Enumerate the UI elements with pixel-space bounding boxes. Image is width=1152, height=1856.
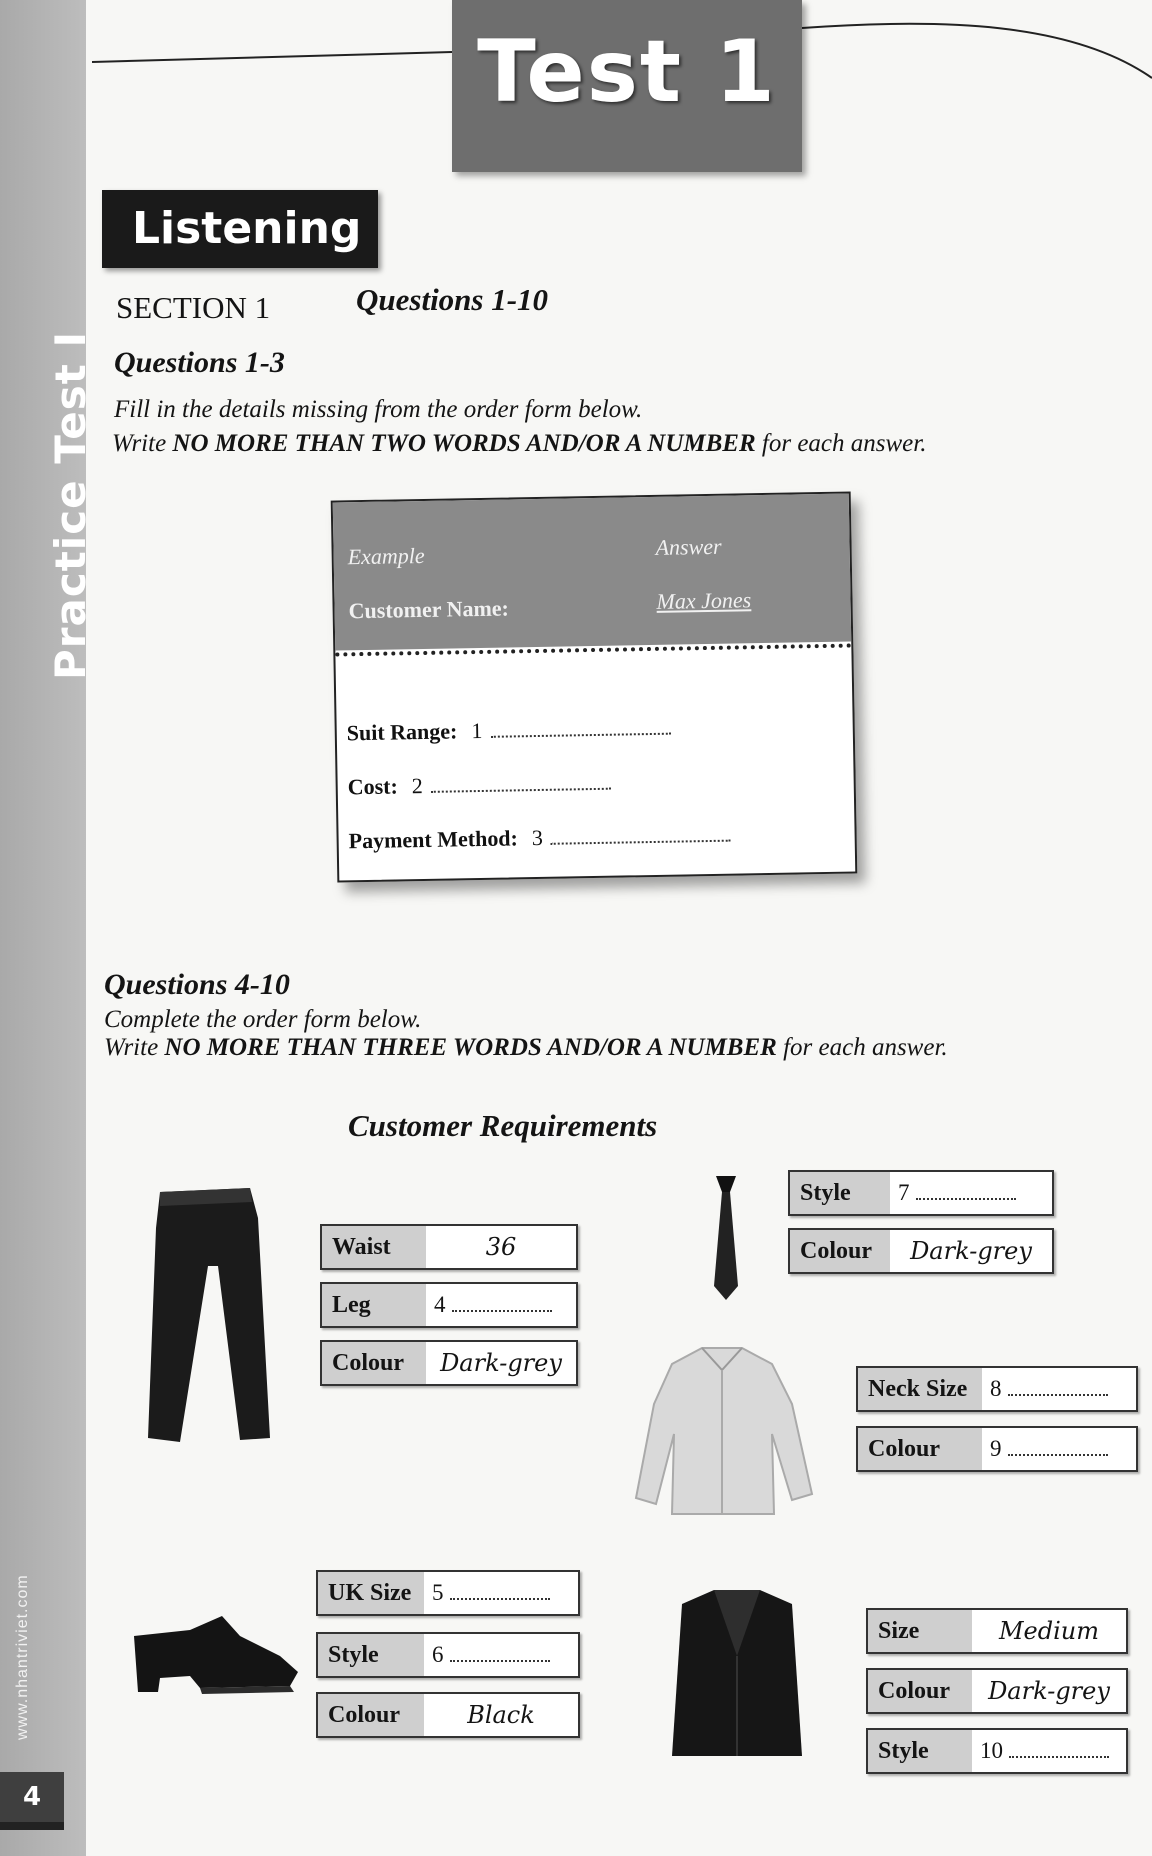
test-title: Test 1	[477, 22, 777, 122]
part1-instruction-1: Fill in the details missing from the order form below.	[114, 396, 643, 423]
practice-test-label: Practice Test I	[46, 330, 95, 680]
side-band	[0, 0, 86, 1856]
listening-banner: Listening	[102, 190, 378, 268]
jacket-size-field: Size Medium	[866, 1608, 1128, 1654]
question-10-blank[interactable]: 10	[972, 1730, 1126, 1772]
jacket-size-answer: Medium	[998, 1617, 1100, 1645]
part2-instruction-1: Complete the order form below.	[104, 1006, 422, 1033]
order-form-example-area	[333, 494, 852, 651]
customer-requirements-title: Customer Requirements	[348, 1108, 658, 1143]
neck-size-field: Neck Size 8	[856, 1366, 1138, 1412]
jacket-colour-field: Colour Dark-grey	[866, 1668, 1128, 1714]
suit-range-row: Suit Range: 1	[347, 715, 671, 747]
tie-style-field: Style 7	[788, 1170, 1054, 1216]
question-9-blank[interactable]: 9	[982, 1428, 1136, 1470]
question-4-blank[interactable]: 4	[426, 1284, 576, 1326]
test-title-box	[452, 0, 802, 172]
trousers-image	[146, 1188, 282, 1444]
section-label: SECTION 1	[116, 290, 271, 325]
waist-field: Waist 36	[320, 1224, 578, 1270]
tie-colour-field: Colour Dark-grey	[788, 1228, 1054, 1274]
tie-image	[708, 1174, 744, 1300]
question-6-blank[interactable]: 6	[424, 1634, 578, 1676]
tie-colour-answer: Dark-grey	[910, 1237, 1032, 1265]
jacket-colour-answer: Dark-grey	[988, 1677, 1110, 1705]
shoe-image	[130, 1606, 300, 1696]
question-5-blank[interactable]: 5	[424, 1572, 578, 1614]
part1-heading: Questions 1-3	[114, 346, 285, 379]
page-number-bar	[0, 1822, 64, 1830]
shirt-image	[632, 1344, 816, 1524]
example-label: Example	[347, 542, 425, 570]
shoe-style-field: Style 6	[316, 1632, 580, 1678]
payment-method-row: Payment Method: 3	[348, 822, 731, 855]
part2-heading: Questions 4-10	[104, 968, 290, 1001]
jacket-image	[670, 1586, 804, 1762]
uk-size-field: UK Size 5	[316, 1570, 580, 1616]
order-form	[331, 491, 858, 882]
waist-answer: 36	[485, 1233, 517, 1261]
leg-field: Leg 4	[320, 1282, 578, 1328]
shoe-colour-field: Colour Black	[316, 1692, 580, 1738]
part2-instruction-2: Write NO MORE THAN THREE WORDS AND/OR A NUMBER for each answer.	[104, 1034, 948, 1061]
customer-name-value: Max Jones	[656, 587, 752, 614]
shirt-colour-field: Colour 9	[856, 1426, 1138, 1472]
answer-label: Answer	[655, 533, 722, 560]
page-number: 4	[0, 1772, 64, 1822]
cost-row: Cost: 2	[347, 770, 611, 801]
customer-name-label: Customer Name:	[348, 595, 510, 624]
jacket-style-field: Style 10	[866, 1728, 1128, 1774]
shoe-colour-answer: Black	[467, 1701, 535, 1729]
trousers-colour-field: Colour Dark-grey	[320, 1340, 578, 1386]
question-8-blank[interactable]: 8	[982, 1368, 1136, 1410]
website-url: www.nhantriviet.com	[14, 1574, 31, 1740]
trousers-colour-answer: Dark-grey	[440, 1349, 562, 1377]
section-questions: Questions 1-10	[356, 282, 549, 317]
part1-instruction-2: Write NO MORE THAN TWO WORDS AND/OR A NUMBER for each answer.	[112, 430, 927, 457]
question-7-blank[interactable]: 7	[890, 1172, 1052, 1214]
